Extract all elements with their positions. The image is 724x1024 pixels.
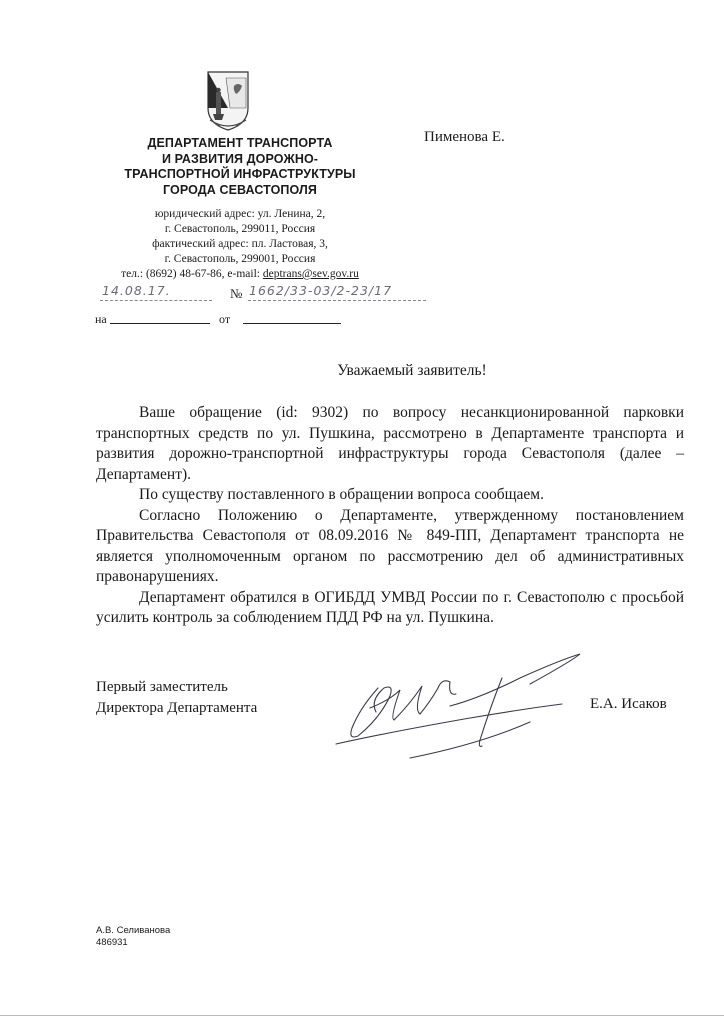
ot-label: от (219, 312, 231, 326)
recipient-name: Пименова Е. (424, 129, 505, 145)
registration-number: 1662/33-03/2-23/17 (249, 283, 393, 298)
department-name-line: ГОРОДА СЕВАСТОПОЛЯ (163, 182, 317, 197)
body-paragraph: Ваше обращение (id: 9302) по вопросу несанкционированной парковки транспортных средств по ул. Пушкина, рассмотрено в Департаменте транспорта и развития дорожно-транспортной инфраструктуры города Севастополя (далее – Департамент). (96, 404, 684, 483)
department-address (95, 207, 385, 282)
na-blank (110, 323, 210, 324)
number-sign: № (230, 286, 243, 301)
registration-line (100, 283, 428, 303)
department-name-line: И РАЗВИТИЯ ДОРОЖНО- (161, 151, 319, 166)
address-line: фактический адрес: пл. Ластовая, 3, (152, 238, 328, 250)
executor-name: А.В. Селиванова (96, 925, 171, 936)
address-line: юридический адрес: ул. Ленина, 2, (154, 208, 326, 220)
greeting: Уважаемый заявитель! (337, 362, 487, 379)
body-paragraph: Согласно Положению о Департаменте, утвержденному постановлением Правительства Севастополя от 08.09.2016 № 849-ПП, Департамент транспорта не является уполномоченным органом по рассмотрению дел об административных правонарушениях. (96, 506, 684, 585)
page-edge-divider (0, 1015, 724, 1016)
signatory-title-line: Директора Департамента (96, 699, 258, 716)
ot-blank (243, 323, 341, 324)
body-paragraph: Департамент обратился в ОГИБДД УМВД России по г. Севастополю с просьбой усилить контроль за соблюдением ПДД РФ на ул. Пушкина. (96, 588, 684, 626)
coat-of-arms-icon (200, 68, 256, 132)
address-line: г. Севастополь, 299001, Россия (164, 253, 316, 265)
executor-info (96, 925, 170, 949)
letter-body (96, 403, 684, 629)
email-link[interactable]: deptrans@sev.gov.ru (262, 268, 359, 280)
contact-line (95, 267, 385, 282)
signatory-title (96, 677, 257, 718)
signatory-title-line: Первый заместитель (96, 679, 228, 695)
address-line: г. Севастополь, 299011, Россия (164, 223, 316, 235)
department-name-line: ДЕПАРТАМЕНТ ТРАНСПОРТА (147, 136, 333, 150)
date-underline (100, 300, 212, 301)
department-name-line: ТРАНСПОРТНОЙ ИНФРАСТРУКТУРЫ (124, 167, 356, 181)
phone-text: тел.: (8692) 48-67-86, e-mail: (121, 268, 263, 280)
department-name (95, 136, 385, 198)
registration-date: 14.08.17. (102, 283, 171, 298)
reference-line (95, 312, 355, 332)
number-underline (248, 300, 426, 301)
signatory-name: Е.А. Исаков (590, 696, 667, 712)
executor-phone: 486931 (96, 937, 128, 948)
na-label: на (95, 312, 107, 326)
handwritten-signature-icon (330, 648, 592, 766)
body-paragraph: По существу поставленного в обращении вопроса сообщаем. (139, 486, 544, 503)
